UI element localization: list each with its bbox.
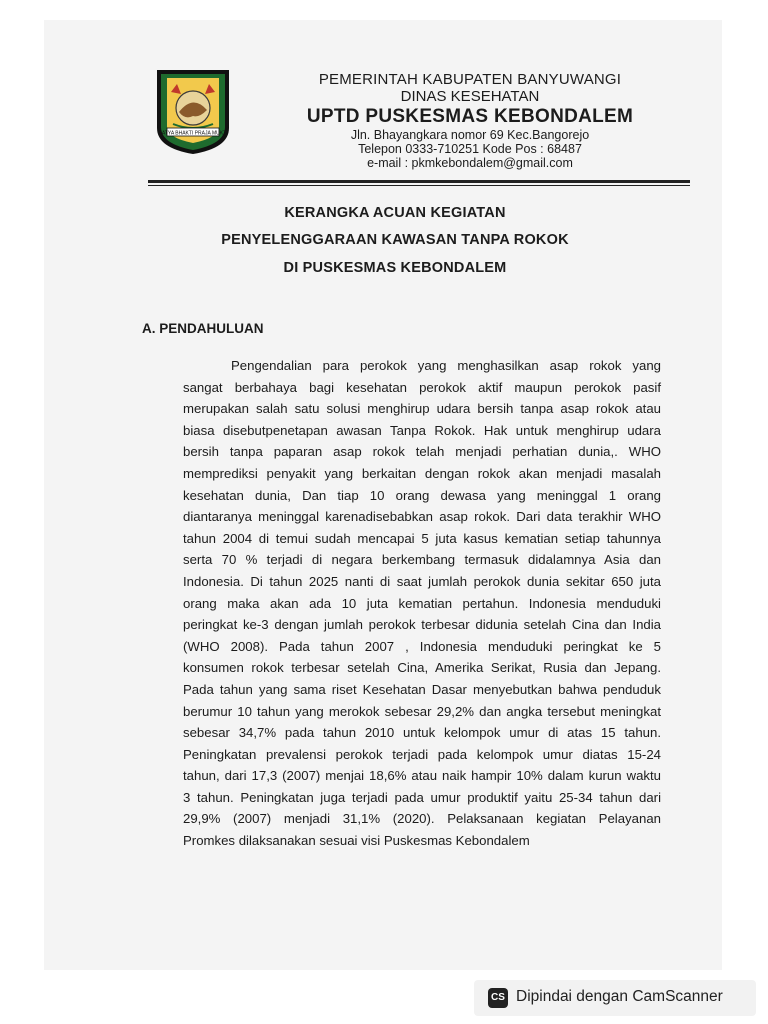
- paragraph-line: Pengendalian para perokok yang menghasilkan asap rokok yang: [231, 358, 661, 373]
- camscanner-label: Dipindai dengan CamScanner: [516, 988, 723, 1005]
- paragraph-line: biasa disebutpenetapan awasan Tanpa Rokok. Hak untuk menghirup udara: [183, 422, 661, 438]
- paragraph-line: peringkat ke-3 dengan jumlah perokok terbesar didunia setelah Cina dan India: [183, 617, 661, 633]
- paragraph-line: diantaranya meninggal karenadisebabkan asap rokok. Dari data terakhir WHO: [183, 509, 661, 525]
- paragraph-line: konsumen rokok terbesar setelah Cina, Amerika Serikat, Rusia dan Jepang.: [183, 660, 661, 676]
- paragraph-line: Promkes dilaksanakan sesuai visi Puskesmas Kebondalem: [183, 833, 530, 849]
- paragraph-line: sangat berbahaya bagi kesehatan perokok aktif maupun perokok pasif: [183, 379, 661, 395]
- paragraph-line: 3 tahun. Peningkatan juga terjadi pada umur produktif yaitu 25-34 tahun dari: [183, 789, 661, 805]
- document-title-line3: DI PUSKESMAS KEBONDALEM: [283, 260, 507, 276]
- section-heading: A. PENDAHULUAN: [142, 321, 264, 336]
- header-phone: Telepon 0333-710251 Kode Pos : 68487: [358, 142, 582, 156]
- paragraph-line: serta 70 % terjadi di negara berkembang termasuk didalamnya Asia dan: [183, 552, 661, 568]
- paragraph-line: Indonesia. Di tahun 2025 nanti di saat jumlah perokok dunia sekitar 650 juta: [183, 573, 661, 589]
- header-government: PEMERINTAH KABUPATEN BANYUWANGI: [318, 71, 622, 88]
- camscanner-watermark: [474, 980, 756, 1016]
- logo-motto: SATYA BHAKTI PRAJA MUKTI: [158, 130, 228, 137]
- document-title-line2: PENYELENGGARAAN KAWASAN TANPA ROKOK: [221, 232, 569, 248]
- document-title-line1: KERANGKA ACUAN KEGIATAN: [284, 205, 506, 221]
- paragraph-line: berumur 10 tahun yang merokok sebesar 29,2% dan angka tersebut meningkat: [183, 703, 661, 719]
- header-department: DINAS KESEHATAN: [400, 88, 540, 105]
- paragraph-line: Pada tahun yang sama riset Kesehatan Dasar menyebutkan bahwa penduduk: [183, 681, 661, 697]
- paragraph-line: sebesar 34,7% pada tahun 2010 untuk kelompok umur di atas 15 tahun.: [183, 725, 661, 741]
- paragraph-line: memprediksi penyakit yang berkaitan dengan rokok akan menjadi masalah: [183, 465, 661, 481]
- header-email: e-mail : pkmkebondalem@gmail.com: [367, 156, 573, 170]
- paragraph-line: kesehatan dunia, Dan tiap 10 orang dewasa yang meninggal 1 orang: [183, 487, 661, 503]
- letterhead-divider-thin: [148, 185, 690, 186]
- paragraph-line: 29,9% (2007) menjadi 31,1% (2020). Pelaksanaan kegiatan Pelayanan: [183, 811, 661, 827]
- paragraph-line: tahun, dari 17,3 (2007) menjai 18,6% atau naik hampir 10% dalam kurun waktu: [183, 768, 661, 784]
- banyuwangi-emblem-logo: [153, 66, 233, 156]
- paragraph-line: tahun 2004 di temui sudah mencapai 5 juta kasus kematian setiap tahunnya: [183, 530, 661, 546]
- paragraph-line: (WHO 2008). Pada tahun 2007 , Indonesia menduduki peringkat ke 5: [183, 638, 661, 654]
- paragraph-line: orang maka akan ada 10 juta kematian pertahun. Indonesia menduduki: [183, 595, 661, 611]
- camscanner-icon: CS: [488, 988, 508, 1008]
- letterhead-divider-thick: [148, 180, 690, 183]
- header-address: Jln. Bhayangkara nomor 69 Kec.Bangorejo: [350, 128, 590, 142]
- paragraph-line: Peningkatan prevalensi perokok terjadi pada kelompok umur diatas 15-24: [183, 746, 661, 762]
- introduction-paragraph: [183, 355, 661, 852]
- paragraph-line: bersih tanpa paparan asap rokok telah menjadi perhatian dunia,. WHO: [183, 444, 661, 460]
- paragraph-line: merupakan salah satu solusi menghirup udara bersih tanpa asap rokok atau: [183, 401, 661, 417]
- header-institution: UPTD PUSKESMAS KEBONDALEM: [306, 106, 634, 127]
